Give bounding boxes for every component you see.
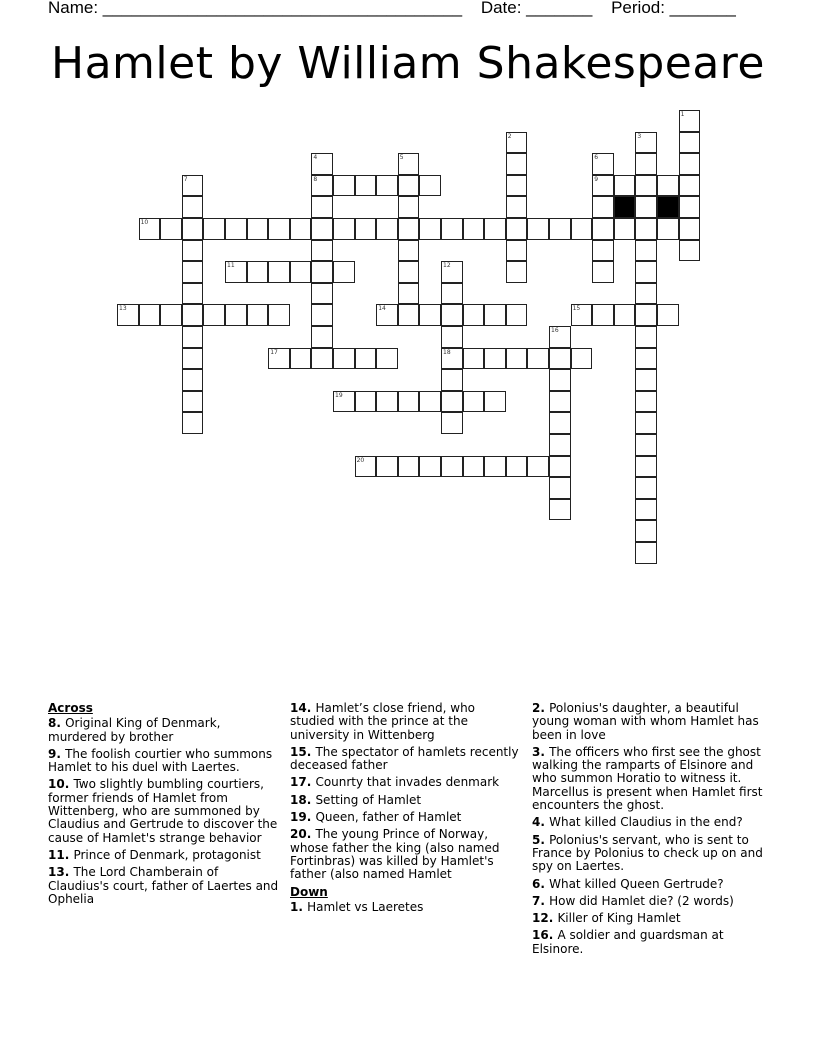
clue-text: Two slightly bumbling courtiers, former friends of Hamlet from Wittenberg, who are summoned by Claudius and Gertrude to discover the cause of Hamlet's strange behavior xyxy=(48,777,278,845)
grid-cell[interactable] xyxy=(635,326,657,348)
grid-cell[interactable] xyxy=(398,261,420,283)
clue-number: 15. xyxy=(290,744,316,759)
clue-number: 12. xyxy=(532,911,558,926)
grid-cell[interactable] xyxy=(247,261,269,283)
name-field[interactable]: Name: ______________________________________ xyxy=(48,0,463,17)
grid-cell[interactable] xyxy=(484,218,506,240)
clue-section-heading: Across xyxy=(48,701,93,715)
grid-cell[interactable] xyxy=(635,304,657,326)
clue-number: 14 xyxy=(378,305,386,313)
grid-cell[interactable] xyxy=(635,218,657,240)
grid-cell[interactable] xyxy=(203,304,225,326)
grid-cell[interactable] xyxy=(311,304,333,326)
grid-cell[interactable] xyxy=(311,326,333,348)
grid-cell[interactable] xyxy=(614,218,636,240)
grid-cell[interactable] xyxy=(592,175,614,197)
clue-number: 20. xyxy=(290,827,316,842)
grid-cell[interactable] xyxy=(635,391,657,413)
grid-cell[interactable] xyxy=(549,499,571,521)
grid-cell[interactable] xyxy=(635,348,657,370)
grid-cell[interactable] xyxy=(506,240,528,262)
clues-column-1 xyxy=(48,702,280,910)
grid-cell[interactable] xyxy=(506,132,528,154)
clue-item xyxy=(290,901,522,914)
clue-item xyxy=(532,878,772,891)
grid-cell[interactable] xyxy=(635,369,657,391)
grid-cell[interactable] xyxy=(225,218,247,240)
grid-cell[interactable] xyxy=(398,304,420,326)
clue-text: Setting of Hamlet xyxy=(315,792,422,807)
grid-cell[interactable] xyxy=(333,175,355,197)
clue-item xyxy=(48,778,280,844)
grid-cell[interactable] xyxy=(549,326,571,348)
grid-cell[interactable] xyxy=(333,218,355,240)
grid-cell[interactable] xyxy=(679,132,701,154)
clue-number: 19. xyxy=(290,810,316,825)
grid-cell[interactable] xyxy=(311,153,333,175)
grid-cell[interactable] xyxy=(376,348,398,370)
clue-number: 1. xyxy=(290,899,308,914)
grid-cell[interactable] xyxy=(398,153,420,175)
grid-cell[interactable] xyxy=(657,304,679,326)
student-info-header xyxy=(48,0,750,18)
grid-cell[interactable] xyxy=(311,261,333,283)
grid-cell[interactable] xyxy=(203,218,225,240)
grid-cell[interactable] xyxy=(441,369,463,391)
grid-cell[interactable] xyxy=(311,218,333,240)
grid-cell[interactable] xyxy=(527,348,549,370)
clue-item xyxy=(532,912,772,925)
clue-number: 13. xyxy=(48,865,74,880)
grid-cell[interactable] xyxy=(182,196,204,218)
grid-cell[interactable] xyxy=(311,348,333,370)
grid-cell[interactable] xyxy=(506,261,528,283)
clue-number: 2 xyxy=(507,132,512,140)
page-title: Hamlet by William Shakespeare xyxy=(51,38,765,89)
grid-cell[interactable] xyxy=(635,520,657,542)
grid-cell[interactable] xyxy=(182,218,204,240)
clue-number: 17. xyxy=(290,775,316,790)
grid-cell[interactable] xyxy=(635,153,657,175)
grid-cell[interactable] xyxy=(679,175,701,197)
grid-cell[interactable] xyxy=(463,391,485,413)
clue-text: Polonius's daughter, a beautiful young woman with whom Hamlet has been in love xyxy=(532,701,759,742)
clue-text: The foolish courtier who summons Hamlet to his duel with Laertes. xyxy=(48,746,273,775)
grid-cell[interactable] xyxy=(484,456,506,478)
grid-cell[interactable] xyxy=(376,218,398,240)
clue-number: 5. xyxy=(532,832,550,847)
grid-cell[interactable] xyxy=(247,218,269,240)
grid-cell[interactable] xyxy=(419,391,441,413)
clue-text: Hamlet’s close friend, who studied with the prince at the university in Wittenberg xyxy=(290,701,476,742)
date-field[interactable]: Date: _______ xyxy=(480,0,593,17)
clue-number: 8. xyxy=(48,716,66,731)
grid-cell[interactable] xyxy=(117,304,139,326)
grid-cell[interactable] xyxy=(527,456,549,478)
grid-cell[interactable] xyxy=(441,348,463,370)
grid-cell[interactable] xyxy=(657,218,679,240)
clue-number: 10. xyxy=(48,777,74,792)
grid-cell[interactable] xyxy=(549,391,571,413)
clue-number: 7 xyxy=(183,175,188,183)
clue-number: 11 xyxy=(227,262,235,270)
clue-number: 17 xyxy=(270,348,278,356)
clue-text: Queen, father of Hamlet xyxy=(315,810,462,825)
grid-cell[interactable] xyxy=(506,304,528,326)
grid-cell[interactable] xyxy=(290,348,312,370)
grid-cell[interactable] xyxy=(290,218,312,240)
clue-text: The spectator of hamlets recently deceased father xyxy=(290,744,519,773)
clue-item xyxy=(532,816,772,829)
clue-number: 13 xyxy=(119,305,127,313)
grid-cell[interactable] xyxy=(182,240,204,262)
grid-cell[interactable] xyxy=(441,326,463,348)
grid-cell[interactable] xyxy=(160,218,182,240)
grid-cell[interactable] xyxy=(268,218,290,240)
grid-cell[interactable] xyxy=(506,348,528,370)
grid-cell[interactable] xyxy=(679,240,701,262)
grid-cell[interactable] xyxy=(463,348,485,370)
clue-item xyxy=(532,895,772,908)
clue-number: 2. xyxy=(532,701,550,715)
clue-number: 4 xyxy=(313,154,318,162)
grid-cell[interactable] xyxy=(139,304,161,326)
grid-cell[interactable] xyxy=(549,434,571,456)
clue-number: 4. xyxy=(532,815,550,830)
grid-cell[interactable] xyxy=(268,261,290,283)
clue-number: 7. xyxy=(532,893,550,908)
grid-cell[interactable] xyxy=(592,196,614,218)
clue-item xyxy=(290,746,522,773)
clue-number: 11. xyxy=(48,847,74,862)
grid-cell[interactable] xyxy=(635,196,657,218)
grid-cell[interactable] xyxy=(679,110,701,132)
clue-number: 14. xyxy=(290,701,316,715)
clue-number: 3 xyxy=(637,132,642,140)
grid-cell[interactable] xyxy=(441,304,463,326)
grid-cell[interactable] xyxy=(679,196,701,218)
grid-cell[interactable] xyxy=(182,304,204,326)
grid-cell[interactable] xyxy=(333,261,355,283)
grid-cell[interactable] xyxy=(355,391,377,413)
grid-cell[interactable] xyxy=(679,218,701,240)
clue-item xyxy=(532,834,772,874)
clue-item xyxy=(48,849,280,862)
black-cell xyxy=(614,196,636,218)
clue-text: Prince of Denmark, protagonist xyxy=(73,847,261,862)
grid-cell[interactable] xyxy=(398,240,420,262)
grid-cell[interactable] xyxy=(355,175,377,197)
clue-number: 1 xyxy=(680,111,685,118)
clue-item xyxy=(532,929,772,956)
grid-cell[interactable] xyxy=(549,218,571,240)
clue-number: 16 xyxy=(551,327,559,334)
grid-cell[interactable] xyxy=(182,412,204,434)
clue-number: 18 xyxy=(443,348,451,356)
clue-section-heading: Down xyxy=(290,884,328,899)
grid-cell[interactable] xyxy=(441,261,463,283)
grid-cell[interactable] xyxy=(679,153,701,175)
clue-text: A soldier and guardsman at Elsinore. xyxy=(532,928,724,956)
grid-cell[interactable] xyxy=(635,477,657,499)
grid-cell[interactable] xyxy=(290,261,312,283)
grid-cell[interactable] xyxy=(441,391,463,413)
grid-cell[interactable] xyxy=(571,304,593,326)
clue-item xyxy=(290,794,522,807)
grid-cell[interactable] xyxy=(398,175,420,197)
grid-cell[interactable] xyxy=(311,283,333,305)
clue-item xyxy=(290,776,522,789)
clue-text: Counrty that invades denmark xyxy=(315,775,500,790)
grid-cell[interactable] xyxy=(311,196,333,218)
grid-cell[interactable] xyxy=(506,456,528,478)
clue-number: 6 xyxy=(594,154,599,162)
clue-number: 9. xyxy=(48,746,66,761)
grid-cell[interactable] xyxy=(355,456,377,478)
grid-cell[interactable] xyxy=(419,218,441,240)
grid-cell[interactable] xyxy=(355,348,377,370)
grid-cell[interactable] xyxy=(635,434,657,456)
grid-cell[interactable] xyxy=(592,240,614,262)
clue-number: 20 xyxy=(356,456,365,464)
clue-number: 6. xyxy=(532,876,550,891)
grid-cell[interactable] xyxy=(463,304,485,326)
grid-cell[interactable] xyxy=(549,477,571,499)
grid-cell[interactable] xyxy=(484,348,506,370)
grid-cell[interactable] xyxy=(549,348,571,370)
clue-text: Polonius's servant, who is sent to France by Polonius to check up on and spy on Laertes. xyxy=(532,832,763,874)
clue-number: 10 xyxy=(140,219,149,226)
grid-cell[interactable] xyxy=(182,326,204,348)
grid-cell[interactable] xyxy=(225,261,247,283)
grid-cell[interactable] xyxy=(614,175,636,197)
grid-cell[interactable] xyxy=(441,283,463,305)
clue-text: Killer of King Hamlet xyxy=(557,911,681,926)
clue-text: Hamlet vs Laeretes xyxy=(307,899,424,914)
grid-cell[interactable] xyxy=(376,304,398,326)
clue-number: 5 xyxy=(399,154,404,162)
grid-cell[interactable] xyxy=(376,456,398,478)
grid-cell[interactable] xyxy=(635,499,657,521)
grid-cell[interactable] xyxy=(441,412,463,434)
clue-item xyxy=(290,811,522,824)
black-cell xyxy=(657,196,679,218)
grid-cell[interactable] xyxy=(549,369,571,391)
clue-text: Original King of Denmark, murdered by brother xyxy=(48,716,221,744)
grid-cell[interactable] xyxy=(441,456,463,478)
grid-cell[interactable] xyxy=(376,175,398,197)
grid-cell[interactable] xyxy=(398,283,420,305)
grid-cell[interactable] xyxy=(635,542,657,564)
grid-cell[interactable] xyxy=(355,218,377,240)
grid-cell[interactable] xyxy=(139,218,161,240)
clues-column-3 xyxy=(532,702,772,960)
grid-cell[interactable] xyxy=(247,304,269,326)
grid-cell[interactable] xyxy=(182,348,204,370)
grid-cell[interactable] xyxy=(571,348,593,370)
grid-cell[interactable] xyxy=(592,304,614,326)
grid-cell[interactable] xyxy=(398,391,420,413)
grid-cell[interactable] xyxy=(333,348,355,370)
grid-cell[interactable] xyxy=(182,283,204,305)
grid-cell[interactable] xyxy=(419,304,441,326)
grid-cell[interactable] xyxy=(506,153,528,175)
grid-cell[interactable] xyxy=(182,391,204,413)
grid-cell[interactable] xyxy=(635,412,657,434)
grid-cell[interactable] xyxy=(419,175,441,197)
grid-cell[interactable] xyxy=(506,175,528,197)
grid-cell[interactable] xyxy=(484,304,506,326)
grid-cell[interactable] xyxy=(635,261,657,283)
grid-cell[interactable] xyxy=(592,153,614,175)
clue-item xyxy=(532,746,772,812)
clue-number: 8 xyxy=(313,175,318,183)
grid-cell[interactable] xyxy=(549,412,571,434)
grid-cell[interactable] xyxy=(419,456,441,478)
grid-cell[interactable] xyxy=(635,175,657,197)
clue-number: 16. xyxy=(532,928,558,943)
clue-item xyxy=(48,717,280,744)
grid-cell[interactable] xyxy=(635,456,657,478)
grid-cell[interactable] xyxy=(398,218,420,240)
grid-cell[interactable] xyxy=(549,456,571,478)
grid-cell[interactable] xyxy=(441,218,463,240)
clue-number: 15 xyxy=(572,305,581,313)
grid-cell[interactable] xyxy=(506,218,528,240)
grid-cell[interactable] xyxy=(160,304,182,326)
grid-cell[interactable] xyxy=(463,456,485,478)
grid-cell[interactable] xyxy=(398,456,420,478)
clue-text: The young Prince of Norway, whose father the king (also named Fortinbras) was killed by Hamlet's father (also named Hamlet xyxy=(290,827,500,882)
clue-item xyxy=(48,748,280,775)
grid-cell[interactable] xyxy=(463,218,485,240)
grid-cell[interactable] xyxy=(182,369,204,391)
grid-cell[interactable] xyxy=(333,391,355,413)
grid-cell[interactable] xyxy=(268,304,290,326)
grid-cell[interactable] xyxy=(376,391,398,413)
grid-cell[interactable] xyxy=(398,196,420,218)
grid-cell[interactable] xyxy=(182,261,204,283)
clue-item xyxy=(290,828,522,881)
period-field[interactable]: Period: _______ xyxy=(611,0,736,17)
grid-cell[interactable] xyxy=(614,304,636,326)
clue-number: 18. xyxy=(290,792,316,807)
clue-item xyxy=(48,866,280,906)
grid-cell[interactable] xyxy=(571,218,593,240)
clues-column-2 xyxy=(290,702,522,918)
clue-number: 9 xyxy=(594,175,599,183)
grid-cell[interactable] xyxy=(635,132,657,154)
grid-cell[interactable] xyxy=(182,175,204,197)
grid-cell[interactable] xyxy=(225,304,247,326)
clue-item xyxy=(290,702,522,742)
grid-cell[interactable] xyxy=(635,283,657,305)
clue-text: The officers who first see the ghost walking the ramparts of Elsinore and who summon Horatio to witness it. Marcellus is present when Hamlet first encounters the ghost. xyxy=(532,744,763,813)
grid-cell[interactable] xyxy=(506,196,528,218)
grid-cell[interactable] xyxy=(592,261,614,283)
clue-text: What killed Queen Gertrude? xyxy=(549,876,724,891)
grid-cell[interactable] xyxy=(635,240,657,262)
clue-number: 3. xyxy=(532,744,550,759)
clue-number: 12 xyxy=(443,262,451,270)
grid-cell[interactable] xyxy=(311,240,333,262)
clue-item xyxy=(532,702,772,742)
grid-cell[interactable] xyxy=(268,348,290,370)
grid-cell[interactable] xyxy=(484,391,506,413)
clue-text: What killed Claudius in the end? xyxy=(549,815,743,830)
clue-number: 19 xyxy=(335,391,343,399)
grid-cell[interactable] xyxy=(527,218,549,240)
grid-cell[interactable] xyxy=(311,175,333,197)
grid-cell[interactable] xyxy=(592,218,614,240)
grid-cell[interactable] xyxy=(657,175,679,197)
clue-text: How did Hamlet die? (2 words) xyxy=(549,893,734,908)
clue-text: The Lord Chamberain of Claudius's court, father of Laertes and Ophelia xyxy=(48,865,279,906)
